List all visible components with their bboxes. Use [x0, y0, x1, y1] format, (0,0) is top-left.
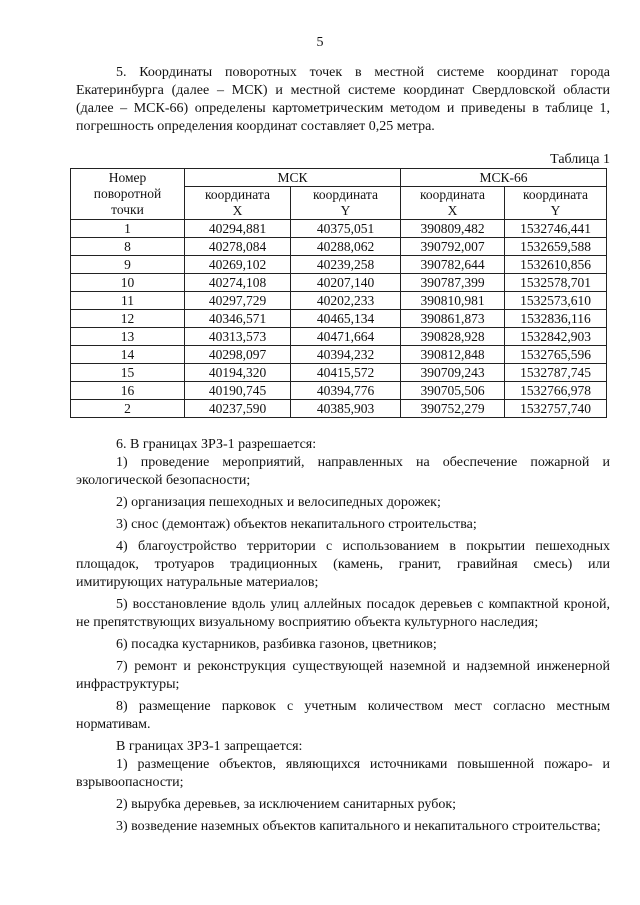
table-row: [71, 364, 607, 382]
msk66-x-cell: 390752,279: [401, 400, 505, 418]
msk66-y-cell: 1532787,745: [505, 364, 607, 382]
point-cell: 12: [71, 310, 185, 328]
point-cell: 10: [71, 274, 185, 292]
msk66-x-cell: 390809,482: [401, 220, 505, 238]
msk66-x-cell: 390782,644: [401, 256, 505, 274]
table-body: [71, 220, 607, 418]
msk-x-cell: 40269,102: [185, 256, 291, 274]
table-row: [71, 292, 607, 310]
msk-y-cell: 40288,062: [291, 238, 401, 256]
point-header-line-2: поворотной: [93, 186, 162, 201]
allowed-section: [76, 436, 610, 840]
msk66-header: МСК-66: [401, 169, 607, 187]
msk-y-header: [291, 187, 401, 220]
msk-y-cell: 40471,664: [291, 328, 401, 346]
table-row: [71, 220, 607, 238]
point-number-header: [71, 169, 185, 220]
allowed-item: 4) благоустройство территории с использованием в покрытии пешеходных площадок, тротуаров традиционных (камень, гранит, гравийная смесь) или имитирующих натуральные материалов;: [76, 539, 610, 590]
msk-y-cell: 40385,903: [291, 400, 401, 418]
msk66-y-cell: 1532610,856: [505, 256, 607, 274]
msk-x-cell: 40294,881: [185, 220, 291, 238]
point-cell: 15: [71, 364, 185, 382]
msk66-x-cell: 390787,399: [401, 274, 505, 292]
msk-y-cell: 40207,140: [291, 274, 401, 292]
allowed-item: 8) размещение парковок с учетным количеством мест согласно местным нормативам.: [76, 699, 610, 732]
msk66-y-cell: 1532573,610: [505, 292, 607, 310]
point-cell: 11: [71, 292, 185, 310]
msk66-x-cell: 390828,928: [401, 328, 505, 346]
coord-word: координата: [205, 187, 270, 202]
msk-x-cell: 40274,108: [185, 274, 291, 292]
msk66-x-cell: 390792,007: [401, 238, 505, 256]
msk66-y-cell: 1532766,978: [505, 382, 607, 400]
page-number: 5: [316, 35, 324, 50]
msk66-x-header: [401, 187, 505, 220]
point-cell: 8: [71, 238, 185, 256]
intro-paragraph: 5. Координаты поворотных точек в местной системе координат города Екатеринбурга (далее – МСК) и местной системе координат Свердловской области (далее – МСК-66) определены картометрическим методом и приведены в таблице 1, погрешность определения координат составляет 0,25 метра.: [76, 65, 610, 134]
msk66-y-header: [505, 187, 607, 220]
allowed-item: 1) проведение мероприятий, направленных на обеспечение пожарной и экологической безопасности;: [76, 455, 610, 488]
msk-x-cell: 40297,729: [185, 292, 291, 310]
point-cell: 1: [71, 220, 185, 238]
point-cell: 9: [71, 256, 185, 274]
point-cell: 16: [71, 382, 185, 400]
msk-y-cell: 40375,051: [291, 220, 401, 238]
table-row: [71, 238, 607, 256]
table-row: [71, 310, 607, 328]
msk-x-header: [185, 187, 291, 220]
allowed-item: 3) снос (демонтаж) объектов некапитального строительства;: [116, 517, 477, 532]
point-header-line-1: Номер: [108, 170, 147, 185]
point-header-line-3: точки: [111, 202, 144, 217]
coordinates-table: [70, 168, 607, 418]
msk-y-cell: 40239,258: [291, 256, 401, 274]
msk66-y-cell: 1532765,596: [505, 346, 607, 364]
msk-x-cell: 40190,745: [185, 382, 291, 400]
forbidden-item: 1) размещение объектов, являющихся источниками повышенной пожаро- и взрывоопасности;: [76, 757, 610, 790]
table-caption: Таблица 1: [550, 152, 610, 167]
table-row: [71, 346, 607, 364]
allowed-item: 6) посадка кустарников, разбивка газонов, цветников;: [116, 637, 437, 652]
msk66-y-cell: 1532757,740: [505, 400, 607, 418]
forbidden-heading: В границах ЗРЗ-1 запрещается:: [116, 739, 303, 754]
msk-x-cell: 40346,571: [185, 310, 291, 328]
msk-x-cell: 40278,084: [185, 238, 291, 256]
msk66-y-cell: 1532746,441: [505, 220, 607, 238]
coord-word: координата: [523, 187, 588, 202]
table-row: [71, 400, 607, 418]
msk-header: МСК: [185, 169, 401, 187]
msk66-x-cell: 390861,873: [401, 310, 505, 328]
msk66-y-cell: 1532836,116: [505, 310, 607, 328]
table-row: [71, 328, 607, 346]
msk-y-cell: 40202,233: [291, 292, 401, 310]
point-cell: 13: [71, 328, 185, 346]
table-row: [71, 274, 607, 292]
msk66-x-cell: 390709,243: [401, 364, 505, 382]
msk-x-cell: 40237,590: [185, 400, 291, 418]
msk-x-cell: 40298,097: [185, 346, 291, 364]
point-cell: 2: [71, 400, 185, 418]
msk-y-cell: 40415,572: [291, 364, 401, 382]
coord-word: координата: [313, 187, 378, 202]
forbidden-item: 3) возведение наземных объектов капитального и некапитального строительства;: [116, 819, 601, 834]
msk66-x-cell: 390812,848: [401, 346, 505, 364]
point-cell: 14: [71, 346, 185, 364]
msk-x-cell: 40313,573: [185, 328, 291, 346]
allowed-heading: 6. В границах ЗРЗ-1 разрешается:: [116, 437, 317, 452]
x-label: X: [232, 203, 243, 218]
table-row: [71, 256, 607, 274]
allowed-item: 5) восстановление вдоль улиц аллейных посадок деревьев с компактной кроной, не препятствующих визуальному восприятию объекта культурного наследия;: [76, 597, 610, 630]
msk-x-cell: 40194,320: [185, 364, 291, 382]
coord-word: координата: [420, 187, 485, 202]
allowed-item: 7) ремонт и реконструкция существующей наземной и надземной инженерной инфраструктуры;: [76, 659, 610, 692]
y-label: Y: [340, 203, 351, 218]
msk66-y-cell: 1532578,701: [505, 274, 607, 292]
y-label: Y: [550, 203, 561, 218]
table-row: [71, 382, 607, 400]
allowed-item: 2) организация пешеходных и велосипедных дорожек;: [116, 495, 441, 510]
msk66-x-cell: 390705,506: [401, 382, 505, 400]
msk66-y-cell: 1532659,588: [505, 238, 607, 256]
msk66-x-cell: 390810,981: [401, 292, 505, 310]
forbidden-item: 2) вырубка деревьев, за исключением санитарных рубок;: [116, 797, 457, 812]
msk-y-cell: 40394,776: [291, 382, 401, 400]
msk-y-cell: 40394,232: [291, 346, 401, 364]
msk66-y-cell: 1532842,903: [505, 328, 607, 346]
x-label: X: [447, 203, 458, 218]
msk-y-cell: 40465,134: [291, 310, 401, 328]
